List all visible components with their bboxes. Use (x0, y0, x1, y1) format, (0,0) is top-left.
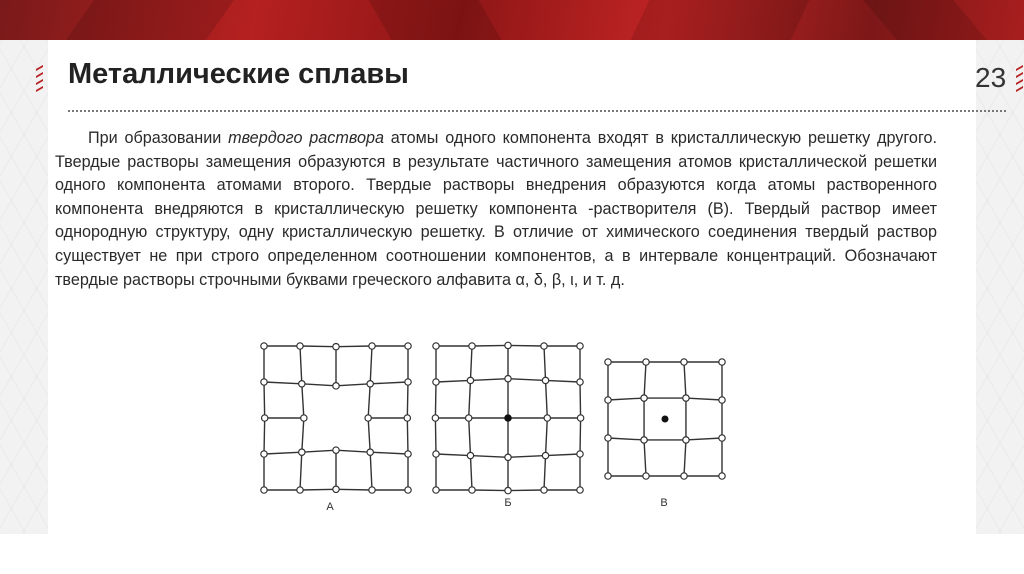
lattice-atom (467, 452, 473, 458)
lattice-atom (469, 343, 475, 349)
lattice-atom (577, 451, 583, 457)
lattice-atom (405, 343, 411, 349)
right-accent-marks (1016, 63, 1024, 93)
lattice-atom (719, 435, 725, 441)
lattice-atom (542, 452, 548, 458)
lattice-atom (683, 437, 689, 443)
lattice-atom (505, 342, 511, 348)
top-decorative-band (0, 0, 1024, 40)
lattice-atom (683, 395, 689, 401)
lattice-atom (301, 415, 307, 421)
lattice-substitution-vacancy (261, 343, 411, 493)
lattice-atom (541, 487, 547, 493)
slide-number: 23 (975, 62, 1007, 93)
lattice-atom (432, 415, 438, 421)
lattice-atom (297, 343, 303, 349)
lattice-atom (333, 383, 339, 389)
lattice-atom (433, 343, 439, 349)
lattice-atom (433, 451, 439, 457)
lattice-atom (577, 415, 583, 421)
lattice-atom (261, 343, 267, 349)
lattice-atom (405, 379, 411, 385)
lattice-atom (643, 473, 649, 479)
lattice-atom (641, 437, 647, 443)
lattice-atom (333, 344, 339, 350)
crystal-lattice-figure (250, 334, 740, 520)
lattice-atom (367, 381, 373, 387)
slide-title: Металлические сплавы (68, 58, 409, 90)
lattice-atom (367, 449, 373, 455)
lattice-substitution-large-atom (432, 342, 584, 494)
lattice-atom (505, 454, 511, 460)
lattice-atom (681, 473, 687, 479)
lattice-atom (299, 381, 305, 387)
lattice-atom (433, 487, 439, 493)
lattice-atom (369, 343, 375, 349)
paragraph-start: При образовании (88, 129, 229, 147)
lattice-atom (405, 451, 411, 457)
lattice-atom (297, 487, 303, 493)
left-accent-marks (36, 63, 44, 93)
left-background-pattern (0, 40, 48, 534)
lattice-atom (405, 487, 411, 493)
lattice-atom (467, 377, 473, 383)
lattice-atom (261, 379, 267, 385)
lattice-atom (262, 415, 268, 421)
solute-atom (505, 415, 512, 422)
lattice-atom (505, 376, 511, 382)
lattice-atom (577, 343, 583, 349)
lattice-atom (466, 415, 472, 421)
lattice-atom (333, 447, 339, 453)
figure-label-b: Б (504, 497, 512, 509)
lattice-atom (369, 487, 375, 493)
lattice-atom (641, 395, 647, 401)
lattice-atom (577, 487, 583, 493)
lattice-atom (643, 359, 649, 365)
lattice-atom (681, 359, 687, 365)
lattice-atom (577, 379, 583, 385)
lattice-atom (544, 415, 550, 421)
paragraph-emphasis: твердого раствора (228, 129, 384, 147)
solute-atom (662, 416, 669, 423)
lattice-atom (433, 379, 439, 385)
lattice-atom (404, 415, 410, 421)
title-divider (68, 110, 1006, 112)
lattice-atom (719, 473, 725, 479)
lattice-atom (365, 415, 371, 421)
figure-label-c: В (660, 497, 668, 509)
lattice-interstitial (605, 359, 725, 479)
lattice-atom (505, 487, 511, 493)
body-paragraph (55, 127, 937, 292)
lattice-atom (299, 449, 305, 455)
lattice-atom (719, 397, 725, 403)
lattice-atom (261, 451, 267, 457)
lattice-atom (605, 397, 611, 403)
lattice-atom (333, 486, 339, 492)
lattice-atom (605, 473, 611, 479)
lattice-atom (542, 377, 548, 383)
lattice-atom (605, 359, 611, 365)
lattice-atom (605, 435, 611, 441)
lattice-atom (541, 343, 547, 349)
lattice-atom (261, 487, 267, 493)
paragraph-rest: атомы одного компонента входят в кристаллическую решетку другого. Твердые растворы замещения образуются в результате частичного замещения атомов кристаллической решетки одного компонента атомами второго. Твердые растворы внедрения образуются когда атомы растворенного компонента внедряются в кристаллическую решетку компонента -растворителя (В). Твердый раствор имеет однородную структуру, одну кристаллическую решетку. В отличие от химического соединения твердый раствор существует не при строго определенном соотношении компонентов, а в интервале концентраций. Обозначают твердые растворы строчными буквами греческого алфавита α, δ, β, ι, и т. д. (55, 129, 937, 289)
right-background-pattern (976, 40, 1024, 534)
lattice-atom (469, 487, 475, 493)
figure-label-a: А (326, 501, 334, 513)
lattice-atom (719, 359, 725, 365)
